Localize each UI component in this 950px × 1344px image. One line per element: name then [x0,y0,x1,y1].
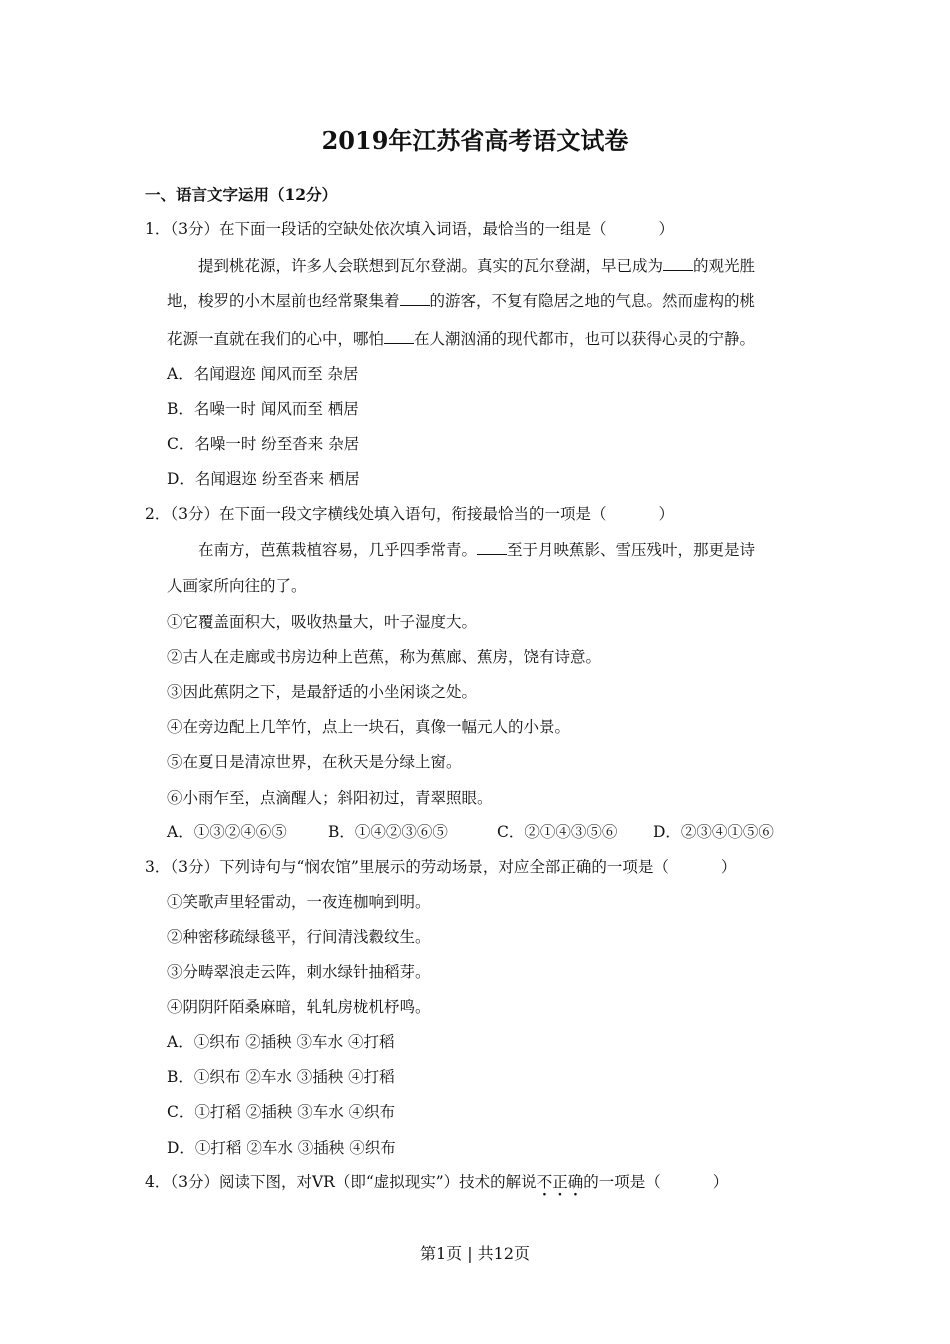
question-1-option-a: A．名闻遐迩 闻风而至 杂居 [167,365,359,383]
blank-3 [384,329,414,344]
question-2-item-2: ②古人在走廊或书房边种上芭蕉，称为蕉廊、蕉房，饶有诗意。 [167,648,602,666]
question-2-item-3: ③因此蕉阴之下，是最舒适的小坐闲谈之处。 [167,683,478,701]
question-3-item-3: ③分畴翠浪走云阵，刺水绿针抽稻芽。 [167,963,431,981]
question-2-passage-line-1: 在南方，芭蕉栽植容易，几乎四季常青。 至于月映蕉影、雪压残叶，那更是诗 [198,541,756,559]
question-4-stem: 4．（3分）阅读下图，对VR（即“虚拟现实”）技术的解说不正确的一项是（ ） [145,1173,729,1191]
question-1-passage-line-3: 花源一直就在我们的心中，哪怕 在人潮汹涌的现代都市，也可以获得心灵的宁静。 [167,330,756,348]
question-2-item-6: ⑥小雨乍至，点滴醒人；斜阳初过，青翠照眼。 [167,789,493,807]
question-2-item-1: ①它覆盖面积大，吸收热量大，叶子湿度大。 [167,613,478,631]
question-2-item-5: ⑤在夏日是清凉世界，在秋天是分绿上窗。 [167,753,462,771]
emphasis-char-1: 不 [536,1173,553,1191]
question-1-passage-line-2: 地，梭罗的小木屋前也经常聚集着 的游客，不复有隐居之地的气息。然而虚构的桃 [167,292,756,310]
question-1-option-b: B．名噪一时 闻风而至 栖居 [167,400,359,418]
question-3-item-4: ④阴阴阡陌桑麻暗，轧轧房栊机杼鸣。 [167,998,431,1016]
question-1-option-d: D．名闻遐迩 纷至沓来 栖居 [167,470,360,488]
question-1-stem: 1．（3分）在下面一段话的空缺处依次填入词语，最恰当的一组是（ ） [145,220,674,238]
question-2-option-c: C．②①④③⑤⑥ [497,823,618,841]
emphasis-char-2: 正 [552,1173,568,1191]
question-3-item-2: ②种密移疏绿毯平，行间清浅縠纹生。 [167,928,431,946]
question-3-option-b: B．①织布 ②车水 ③插秧 ④打稻 [167,1068,395,1086]
blank-1 [663,256,693,271]
section-heading-1: 一、语言文字运用（12分） [145,185,338,204]
question-3-option-a: A．①织布 ②插秧 ③车水 ④打稻 [167,1033,395,1051]
question-2-stem: 2．（3分）在下面一段文字横线处填入语句，衔接最恰当的一项是（ ） [145,505,674,523]
question-2-option-b: B．①④②③⑥⑤ [328,823,448,841]
blank-2 [400,291,430,306]
question-3-item-1: ①笑歌声里轻雷动，一夜连枷响到明。 [167,893,431,911]
emphasis-char-3: 确 [567,1173,584,1191]
page-title: 2019年江苏省高考语文试卷 [321,126,629,155]
question-2-item-4: ④在旁边配上几竿竹，点上一块石，真像一幅元人的小景。 [167,718,571,736]
question-3-option-d: D．①打稻 ②车水 ③插秧 ④织布 [167,1139,396,1157]
question-2-option-a: A．①③②④⑥⑤ [167,823,287,841]
question-1-option-c: C．名噪一时 纷至沓来 杂居 [167,435,360,453]
question-2-passage-line-2: 人画家所向往的了。 [167,577,307,595]
blank-q2 [477,540,507,555]
page-footer: 第1页 | 共12页 [419,1244,531,1263]
question-3-stem: 3．（3分）下列诗句与“悯农馆”里展示的劳动场景，对应全部正确的一项是（ ） [145,858,737,876]
question-1-passage-line-1: 提到桃花源，许多人会联想到瓦尔登湖。真实的瓦尔登湖，早已成为 的观光胜 [198,257,756,275]
question-3-option-c: C．①打稻 ②插秧 ③车水 ④织布 [167,1103,396,1121]
question-2-option-d: D．②③④①⑤⑥ [653,823,774,841]
